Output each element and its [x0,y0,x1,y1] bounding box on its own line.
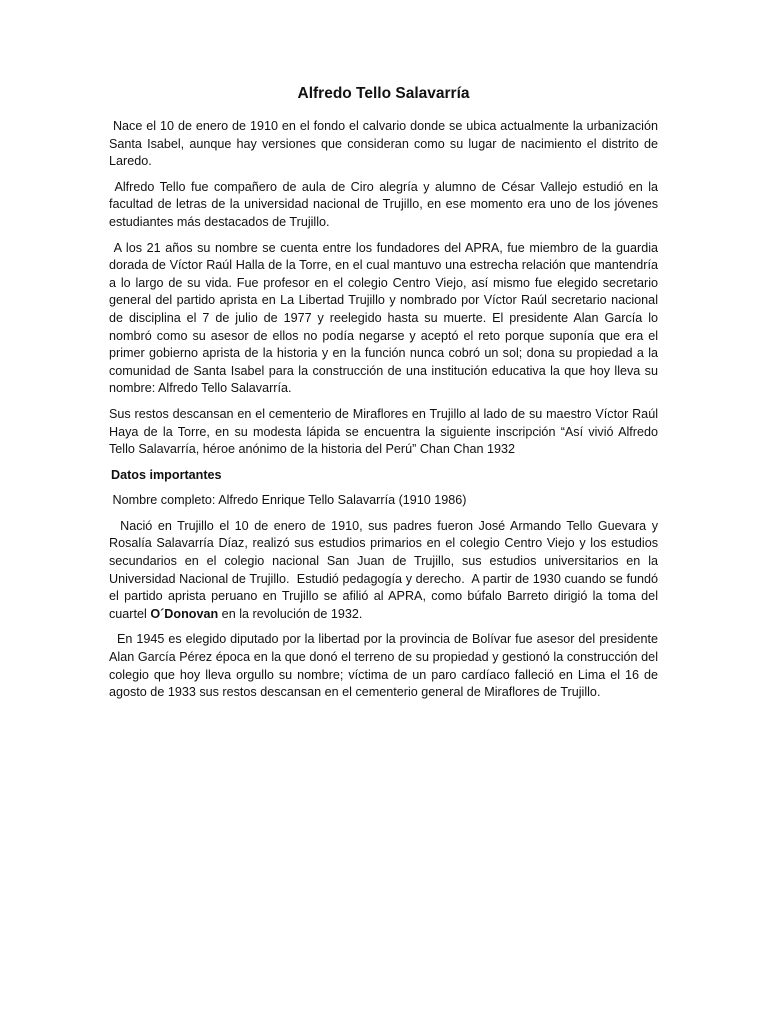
full-name-line: Nombre completo: Alfredo Enrique Tello Salavarría (1910 1986) [109,493,467,508]
paragraph-burial: Sus restos descansan en el cementerio de Miraflores en Trujillo al lado de su maestro Víctor Raúl Haya de la Torre, en su modesta lápida se encuentra la siguiente inscripción “Así vivió Alfredo Tello Salavarría, héroe anónimo de la historia del Perú” Chan Chan 1932 [109,406,662,457]
section-heading-datos: Datos importantes [111,467,222,482]
datos-birth-text: Nació en Trujillo el 10 de enero de 1910, sus padres fueron José Armando Tello Guevara y Rosalía Salavarría Díaz, realizó sus estudios primarios en el colegio Centro Viejo y los estudios secundarios en el colegio nacional San Juan de Trujillo, sus estudios universitarios en la Universidad Nacional de Trujillo. Estudió pedagogía y derecho. A partir de 1930 cuando se fundó el partido aprista peruano en Trujillo se afilió al APRA, como búfalo Barreto dirigió la toma del cuartel [109,518,662,621]
paragraph-datos-birth [109,518,662,624]
paragraph-birth: Nace el 10 de enero de 1910 en el fondo el calvario donde se ubica actualmente la urbanización Santa Isabel, aunque hay versiones que consideran como su lugar de nacimiento el distrito de Laredo. [109,119,662,169]
document-title: Alfredo Tello Salavarría [297,85,470,102]
document-page [109,84,662,710]
datos-birth-text-end: en la revolución de 1932. [218,606,363,621]
paragraph-education: Alfredo Tello fue compañero de aula de Ciro alegría y alumno de César Vallejo estudió en la facultad de letras de la universidad nacional de Trujillo, en ese momento era uno de los jóvenes estudiantes más destacados de Trujillo. [109,179,662,229]
paragraph-datos-final: En 1945 es elegido diputado por la libertad por la provincia de Bolívar fue asesor del presidente Alan García Pérez época en la que donó el terreno de su propiedad y gestionó la construcción del colegio que hoy lleva orgullo su nombre; víctima de un paro cardíaco falleció en Lima el 16 de agosto de 1933 sus restos descansan en el cementerio general de Miraflores de Trujillo. [109,632,662,700]
cuartel-name-bold: O´Donovan [150,606,219,621]
paragraph-apra: A los 21 años su nombre se cuenta entre los fundadores del APRA, fue miembro de la guardia dorada de Víctor Raúl Halla de la Torre, en el cual mantuvo una estrecha relación que mantendría a lo largo de su vida. Fue profesor en el colegio Centro Viejo, así mismo fue elegido secretario general del partido aprista en La Libertad Trujillo y nombrado por Víctor Raúl secretario nacional de disciplina el 7 de julio de 1977 y reelegido hasta su muerte. El presidente Alan García lo nombró como su asesor de ellos no podía negarse y aceptó el reto porque suponía que era el primer gobierno aprista de la historia y en la función nunca cobró un sol; dona su propiedad a la comunidad de Santa Isabel para la construcción de una institución educativa la que hoy lleva su nombre: Alfredo Tello Salavarría. [109,240,662,396]
